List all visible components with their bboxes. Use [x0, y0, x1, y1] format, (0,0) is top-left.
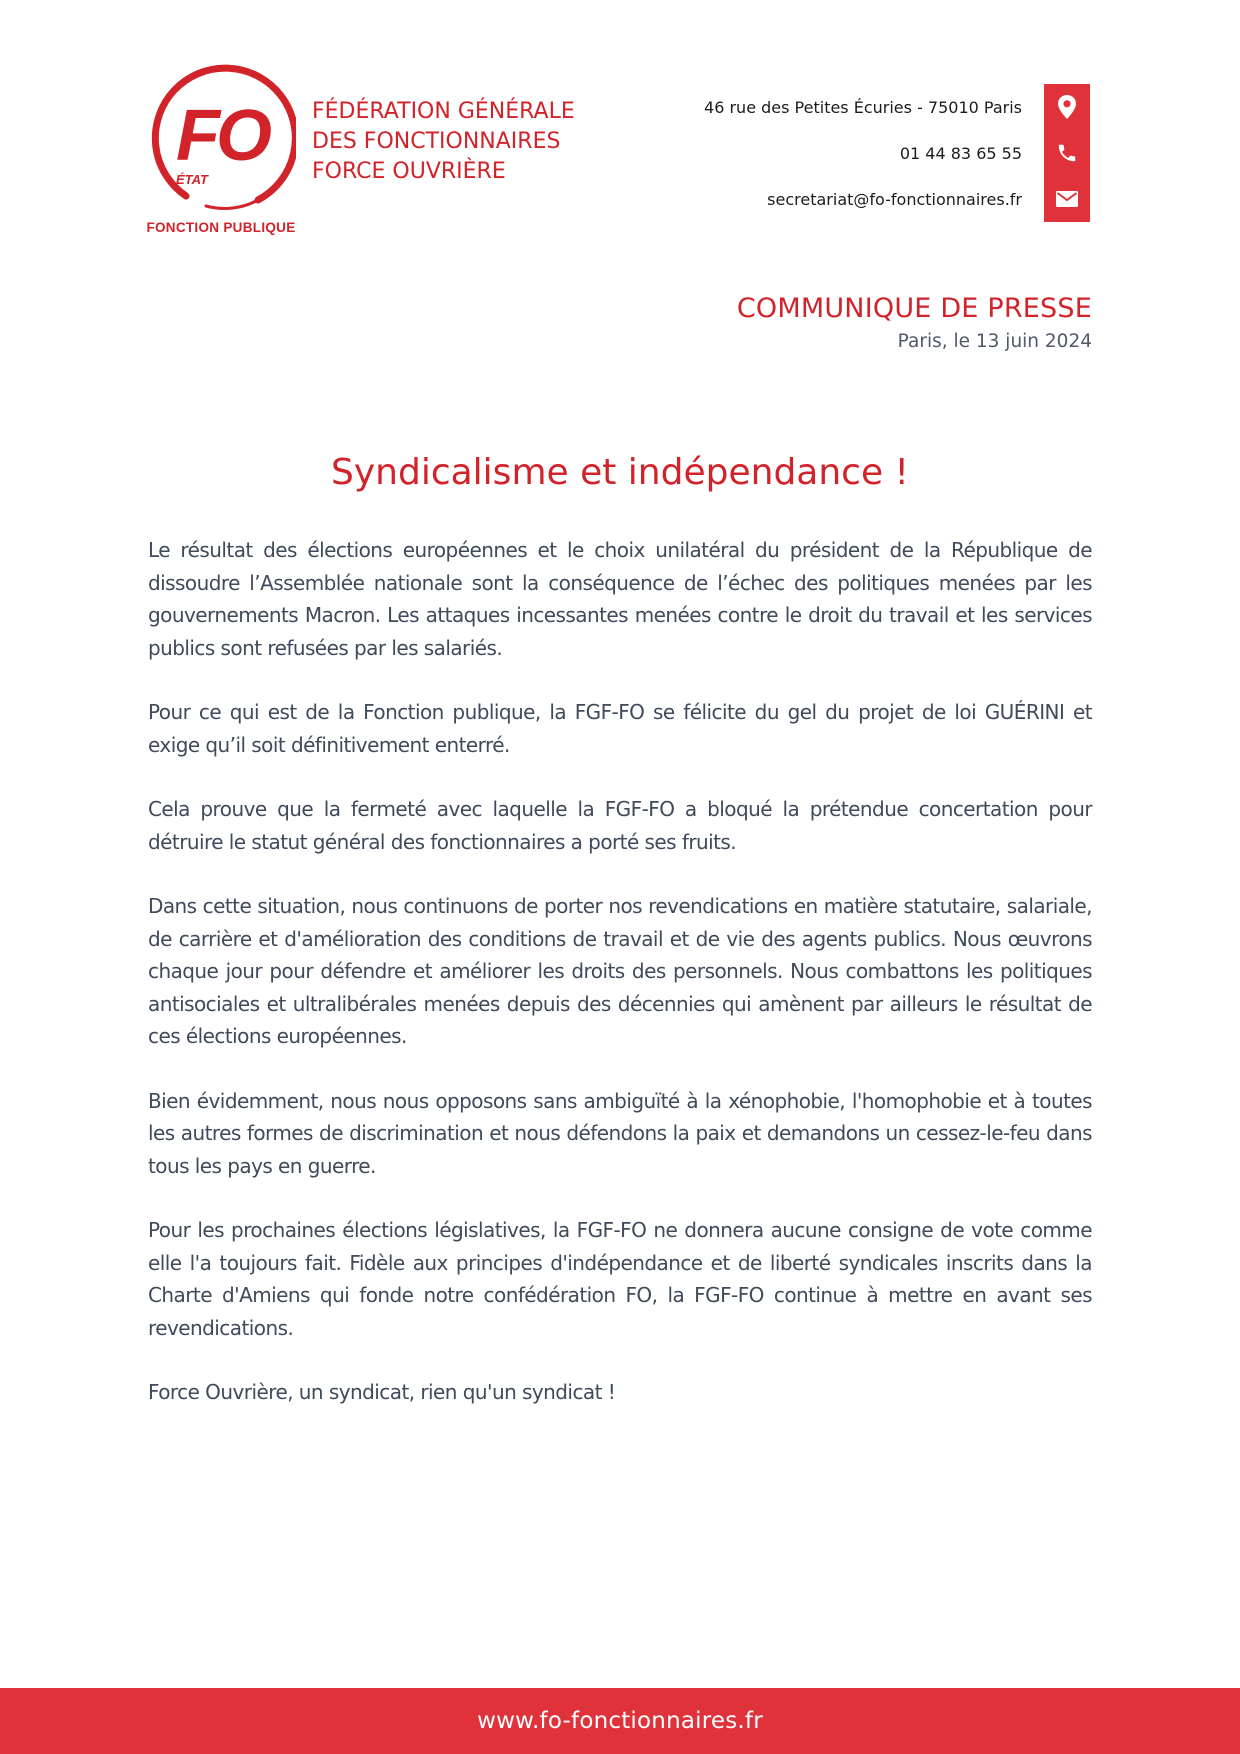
contact-address-row: [570, 84, 1090, 130]
logo-fo-text: FO: [176, 96, 268, 176]
paragraph: Force Ouvrière, un syndicat, rien qu'un syndicat !: [148, 1380, 616, 1404]
paragraph: Pour les prochaines élections législatives, la FGF-FO ne donnera aucune consigne de vote comme elle l'a toujours fait. Fidèle aux principes d'indépendance et de liberté syndicales inscrits dans la Charte d'Amiens qui fonde notre confédération FO, la FGF-FO continue à mettre en avant ses revendications.: [148, 1218, 1092, 1340]
contact-address: 46 rue des Petites Écuries - 75010 Paris: [704, 97, 1022, 117]
logo-etat-text: ÉTAT: [175, 172, 209, 187]
contact-email-row: [570, 176, 1090, 222]
paragraph: Dans cette situation, nous continuons de porter nos revendications en matière statutaire, salariale, de carrière et d'amélioration des conditions de travail et de vie des agents publics. Nous œuvrons chaque jour pour défendre et améliorer les droits des personnels. Nous combattons les politiques antisociales et ultralibérales menées depuis des décennies qui amènent par ailleurs le résultat de ces élections européennes.: [148, 894, 1092, 1048]
contact-email[interactable]: secretariat@fo-fonctionnaires.fr: [767, 189, 1022, 209]
footer-bar: [0, 1688, 1240, 1754]
paragraph: Le résultat des élections européennes et le choix unilatéral du président de la République de dissoudre l’Assemblée nationale sont la conséquence de l’échec des politiques menées par les gouvernements Macron. Les attaques incessantes menées contre le droit du travail et les services publics sont refusées par les salariés.: [148, 538, 1092, 660]
press-release-date: Paris, le 13 juin 2024: [897, 331, 1092, 352]
organization-name: [312, 97, 575, 187]
footer-website-link[interactable]: www.fo-fonctionnaires.fr: [477, 1708, 763, 1734]
contact-block: [570, 84, 1090, 222]
press-release-label: COMMUNIQUE DE PRESSE: [736, 293, 1092, 324]
contact-phone: 01 44 83 65 55: [899, 143, 1022, 163]
contact-phone-row: [570, 130, 1090, 176]
press-release-heading: [737, 290, 1092, 356]
phone-icon: [1044, 130, 1090, 176]
envelope-icon: [1044, 176, 1090, 222]
paragraph: Cela prouve que la fermeté avec laquelle la FGF-FO a bloqué la prétendue concertation pour détruire le statut général des fonctionnaires a porté ses fruits.: [148, 797, 1092, 854]
page-title: Syndicalisme et indépendance !: [331, 452, 909, 493]
org-name-line-3: FORCE OUVRIÈRE: [312, 159, 506, 184]
org-name-line-1: FÉDÉRATION GÉNÉRALE: [312, 99, 575, 124]
paragraph: Bien évidemment, nous nous opposons sans ambiguïté à la xénophobie, l'homophobie et à toutes les autres formes de discrimination et nous défendons la paix et demandons un cessez-le-feu dans tous les pays en guerre.: [148, 1088, 1092, 1178]
org-name-line-2: DES FONCTIONNAIRES: [312, 129, 561, 154]
fo-logo-mark: [146, 64, 296, 214]
logo-caption: FONCTION PUBLIQUE: [146, 220, 296, 235]
fo-logo: [146, 64, 296, 244]
location-pin-icon: [1044, 84, 1090, 130]
document-body: [148, 534, 1092, 1409]
paragraph: Pour ce qui est de la Fonction publique, la FGF-FO se félicite du gel du projet de loi GUÉRINI et exige qu’il soit définitivement enterré.: [148, 700, 1092, 757]
